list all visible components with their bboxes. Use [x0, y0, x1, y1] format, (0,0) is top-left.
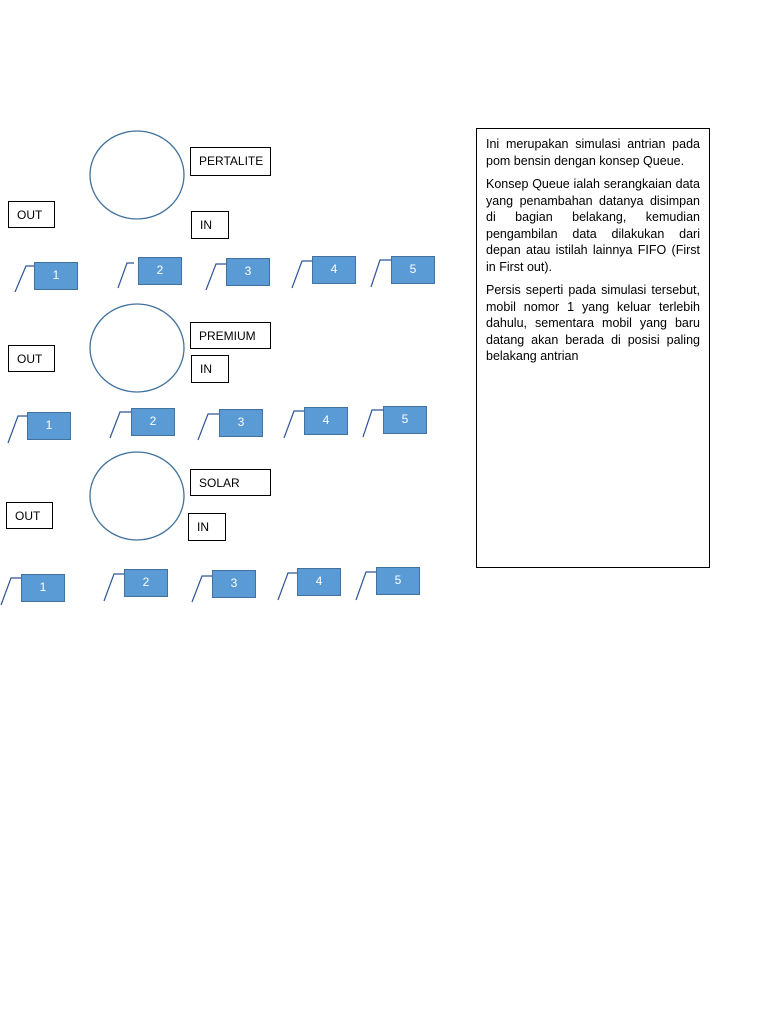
info-paragraph: Konsep Queue ialah serangkaian data yang penambahan datanya disimpan di bagian belakang, kemudian pengambilan data dilakukan dari depan atau istilah lainnya FIFO (First in First out). — [486, 177, 700, 274]
car-line — [356, 572, 377, 600]
car-line — [363, 410, 383, 437]
pump-circle-solar — [90, 452, 184, 540]
queue-car-2: 2 — [131, 408, 175, 436]
info-paragraph: Ini merupakan simulasi antrian pada pom bensin dengan konsep Queue. — [486, 137, 700, 168]
out-label: OUT — [6, 502, 53, 529]
queue-car-2: 2 — [124, 569, 168, 597]
queue-car-3: 3 — [226, 258, 270, 286]
car-line — [284, 411, 304, 438]
queue-car-1: 1 — [27, 412, 71, 440]
pump-circle-premium — [90, 304, 184, 392]
pump-circle-pertalite — [90, 131, 184, 219]
car-line — [198, 414, 220, 440]
queue-car-3: 3 — [212, 570, 256, 598]
car-line — [118, 263, 134, 288]
queue-car-4: 4 — [297, 568, 341, 596]
queue-car-4: 4 — [312, 256, 356, 284]
car-line — [8, 416, 28, 443]
car-line — [110, 412, 132, 438]
car-line — [1, 578, 22, 605]
info-paragraph: Persis seperti pada simulasi tersebut, mobil nomor 1 yang keluar terlebih dahulu, sementara mobil yang baru datang akan berada di posisi paling belakang antrian — [486, 283, 700, 363]
queue-car-2: 2 — [138, 257, 182, 285]
queue-car-5: 5 — [391, 256, 435, 284]
info-panel — [476, 128, 710, 568]
fuel-label-solar: SOLAR — [190, 469, 271, 496]
queue-car-5: 5 — [383, 406, 427, 434]
out-label: OUT — [8, 201, 55, 228]
out-label: OUT — [8, 345, 55, 372]
car-line — [371, 260, 391, 287]
queue-car-4: 4 — [304, 407, 348, 435]
car-line — [278, 573, 298, 600]
car-line — [192, 576, 212, 602]
in-label: IN — [188, 513, 226, 541]
in-label: IN — [191, 355, 229, 383]
car-line — [292, 261, 312, 288]
car-line — [104, 574, 124, 601]
queue-car-1: 1 — [34, 262, 78, 290]
fuel-label-premium: PREMIUM — [190, 322, 271, 349]
car-line — [15, 266, 34, 292]
car-line — [206, 264, 226, 290]
queue-car-1: 1 — [21, 574, 65, 602]
queue-car-3: 3 — [219, 409, 263, 437]
in-label: IN — [191, 211, 229, 239]
queue-car-5: 5 — [376, 567, 420, 595]
fuel-label-pertalite: PERTALITE — [190, 147, 271, 176]
